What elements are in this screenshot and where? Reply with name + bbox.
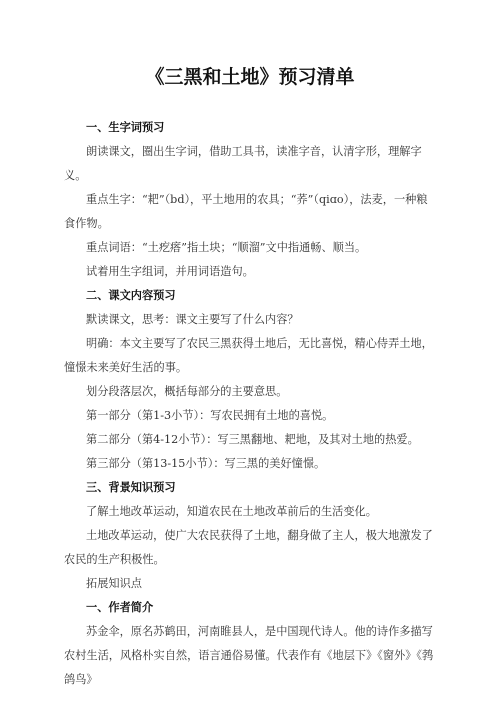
paragraph: 重点词语：“土疙瘩”指土块；“顺溜”文中指通畅、顺当。 [86, 241, 367, 254]
section-heading-background: 三、背景知识预习 [86, 481, 176, 494]
document-body [64, 116, 438, 692]
section-heading-content: 二、课文内容预习 [86, 289, 176, 302]
paragraph: 苏金伞，原名苏鹤田，河南睢县人，是中国现代诗人。他的诗作多描写农村生活，风格朴实自然，语言通俗易懂。代表作有《地层下》《窗外》《鹁鸽鸟》 [64, 625, 434, 686]
section-heading-author: 一、作者简介 [86, 601, 154, 614]
paragraph: 拓展知识点 [86, 577, 142, 590]
paragraph: 第二部分（第4-12小节）：写三黑翻地、耙地，及其对土地的热爱。 [86, 433, 419, 446]
paragraph: 默读课文，思考：课文主要写了什么内容？ [86, 313, 299, 326]
paragraph: 了解土地改革运动，知道农民在土地改革前后的生活变化。 [86, 505, 377, 518]
paragraph: 试着用生字组词，并用词语造句。 [86, 265, 254, 278]
paragraph: 土地改革运动，使广大农民获得了土地，翻身做了主人，极大地激发了农民的生产积极性。 [64, 529, 433, 566]
document-title: 《三黑和土地》预习清单 [145, 66, 355, 88]
paragraph: 第一部分（第1-3小节）：写农民拥有土地的喜悦。 [86, 409, 334, 422]
paragraph: 重点生字：“耙”（bd），平土地用的农具；“荞”（qiɑo），法麦，一种粮食作物。 [64, 193, 428, 230]
section-heading-vocab: 一、生字词预习 [86, 121, 165, 134]
paragraph: 划分段落层次，概括每部分的主要意思。 [86, 385, 288, 398]
paragraph: 明确：本文主要写了农民三黑获得土地后，无比喜悦，精心侍弄土地，憧憬未来美好生活的事。 [64, 337, 433, 374]
paragraph: 第三部分（第13-15小节）：写三黑的美好憧憬。 [86, 457, 326, 470]
paragraph: 朗读课文，圈出生字词，借助工具书，读准字音，认清字形，理解字义。 [64, 145, 422, 182]
